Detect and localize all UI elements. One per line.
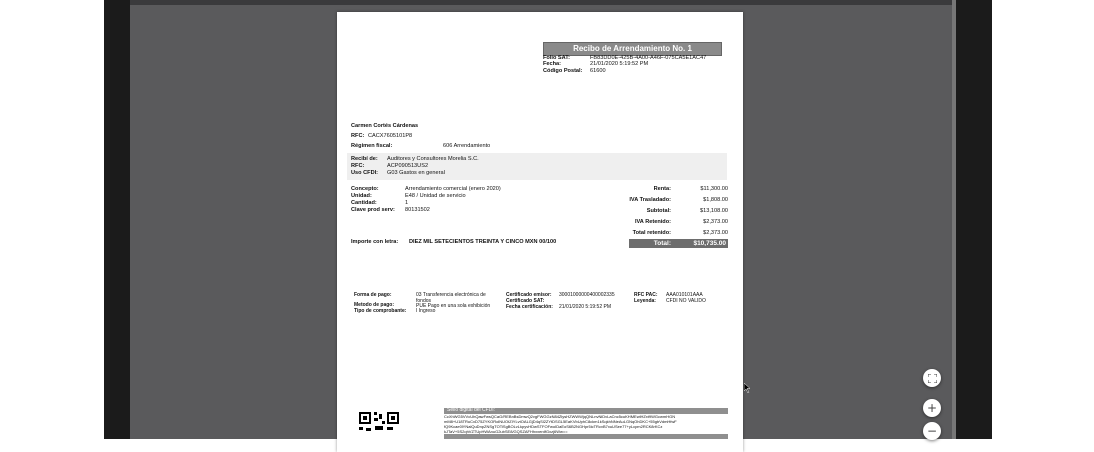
window-frame-right (956, 0, 992, 439)
zoom-out-button[interactable]: − (923, 422, 941, 440)
iva-retenido-value: $2,373.00 (703, 219, 728, 225)
sello-line-4: kJTaV+5S2qhVZTUpHWAnuG2ubSE8/GQSZAFHhxxerdfGxzj6Ww== (444, 429, 568, 434)
cp-value: 61600 (590, 68, 606, 74)
zoom-in-button[interactable]: + (923, 399, 941, 417)
metodo-pago-label: Metodo de pago: (354, 302, 394, 308)
total-retenido-value: $2,373.00 (703, 230, 728, 236)
leyenda-label: Leyenda: (634, 298, 656, 304)
metodo-pago-value: PUE Pago en una sola exhibición (416, 303, 491, 309)
sello-line-2: mM8+U18TRuCxD75ZYKORolNUOtZIYLvtOALGjD4qSl2ZYtDSGL5EaKVbUphC8ckm1kSqkhNNeAuLGNqOhDKC+55gbVdmHfwF (444, 419, 677, 424)
subtotal-value: $13,108.00 (700, 208, 728, 214)
qr-code-icon (359, 412, 401, 452)
cert-sat-label: Certificado SAT: (506, 298, 545, 304)
rfc-pac-value: AAA010101AAA (666, 292, 703, 298)
fecha-label: Fecha: (543, 61, 562, 67)
issuer-rfc-label: RFC: (351, 133, 365, 139)
renta-value: $11,300.00 (700, 186, 728, 192)
sello-line-1: CcXhWG5VVcUhQawFwsQCaG/REBnBsDmwQ2vgFWGGzN84ZlysHZWWWjqQNLnvNiDvLaCnc5cuKHMEwlHZxt9WGcwmHGN (444, 414, 676, 419)
forma-pago-value-1: 03 Transferencia electrónica de (416, 292, 486, 298)
cantidad-label: Cantidad: (351, 200, 377, 206)
window-frame-left (104, 0, 130, 439)
forma-pago-label: Forma de pago: (354, 292, 392, 298)
cert-emisor-value: 30001000000400002335 (559, 292, 615, 298)
tipo-comprobante-label: Tipo de comprobante: (354, 308, 407, 314)
clave-value: 80131502 (405, 207, 430, 213)
receiver-rfc-label: RFC: (351, 163, 365, 169)
clave-label: Clave prod serv: (351, 207, 395, 213)
concepto-value: Arrendamiento comercial (enero 2020) (405, 186, 501, 192)
fecha-cert-value: 21/01/2020 5:19:52 PM (559, 304, 611, 310)
total-retenido-label: Total retenido: (632, 230, 671, 236)
renta-label: Renta: (653, 186, 671, 192)
importe-label: Importe con letra: (351, 239, 399, 245)
recibi-label: Recibí de: (351, 156, 378, 162)
fit-screen-button[interactable] (923, 369, 941, 387)
cert-emisor-label: Certificado emisor: (506, 292, 552, 298)
fit-screen-icon (928, 374, 937, 383)
fecha-value: 21/01/2020 5:19:52 PM (590, 61, 649, 67)
rfc-pac-label: RFC PAC: (634, 292, 658, 298)
sello-line-3: fQ9Kcae0lYNalQuDnpZNSgTOTiSgBOLvLkpyvHDwSTFOFwoIDaEoS6B2NGHpr5icTRcvB7xuUSee77+yLcpm2RCK8rKCz (444, 424, 663, 429)
receiver-rfc-value: ACP090513US2 (387, 163, 429, 169)
unidad-label: Unidad: (351, 193, 372, 199)
mouse-cursor-icon (744, 383, 751, 393)
viewer-scrollbar[interactable] (952, 0, 956, 439)
cp-label: Código Postal: (543, 68, 583, 74)
iva-trasladado-label: IVA Trasladado: (629, 197, 671, 203)
unidad-value: E48 / Unidad de servicio (405, 193, 466, 199)
receipt-title: Recibo de Arrendamiento No. 1 (543, 42, 722, 56)
tipo-comprobante-value: I Ingreso (416, 308, 436, 314)
iva-trasladado-value: $1,808.00 (703, 197, 728, 203)
uso-value: G03 Gastos en general (387, 170, 445, 176)
total-bar (629, 239, 728, 248)
fecha-cert-label: Fecha certificación: (506, 304, 553, 310)
concepto-label: Concepto: (351, 186, 379, 192)
cantidad-value: 1 (405, 200, 409, 206)
issuer-name: Carmen Cortés Cárdenas (351, 123, 419, 129)
document-page (337, 12, 743, 452)
issuer-rfc-value: CACX7605101P8 (368, 133, 413, 139)
recibi-value: Auditores y Consultores Morelia S.C. (387, 156, 479, 162)
regimen-label: Régimen fiscal: (351, 143, 393, 149)
viewer-toolbar (130, 0, 956, 5)
sello-label: Sello digital del CFDI: (447, 407, 496, 413)
leyenda-value: CFDI NO VALIDO (666, 298, 706, 304)
uso-label: Uso CFDI: (351, 170, 379, 176)
importe-value: DIEZ MIL SETECIENTOS TREINTA Y CINCO MXN 00/100 (409, 239, 557, 245)
iva-retenido-label: IVA Retenido: (634, 219, 671, 225)
folio-value: FB83DD0E-425B-4A00-A46F-075CA5E1AC47 (590, 55, 707, 61)
subtotal-label: Subtotal: (646, 208, 671, 214)
regimen-value: 606 Arrendamiento (443, 143, 491, 149)
total-label: Total: (653, 240, 671, 247)
total-value: $10,735.00 (693, 240, 726, 247)
sello-footer-bar (444, 434, 728, 439)
folio-label: Folio SAT: (543, 55, 570, 61)
forma-pago-value-2: fondos (416, 298, 432, 304)
